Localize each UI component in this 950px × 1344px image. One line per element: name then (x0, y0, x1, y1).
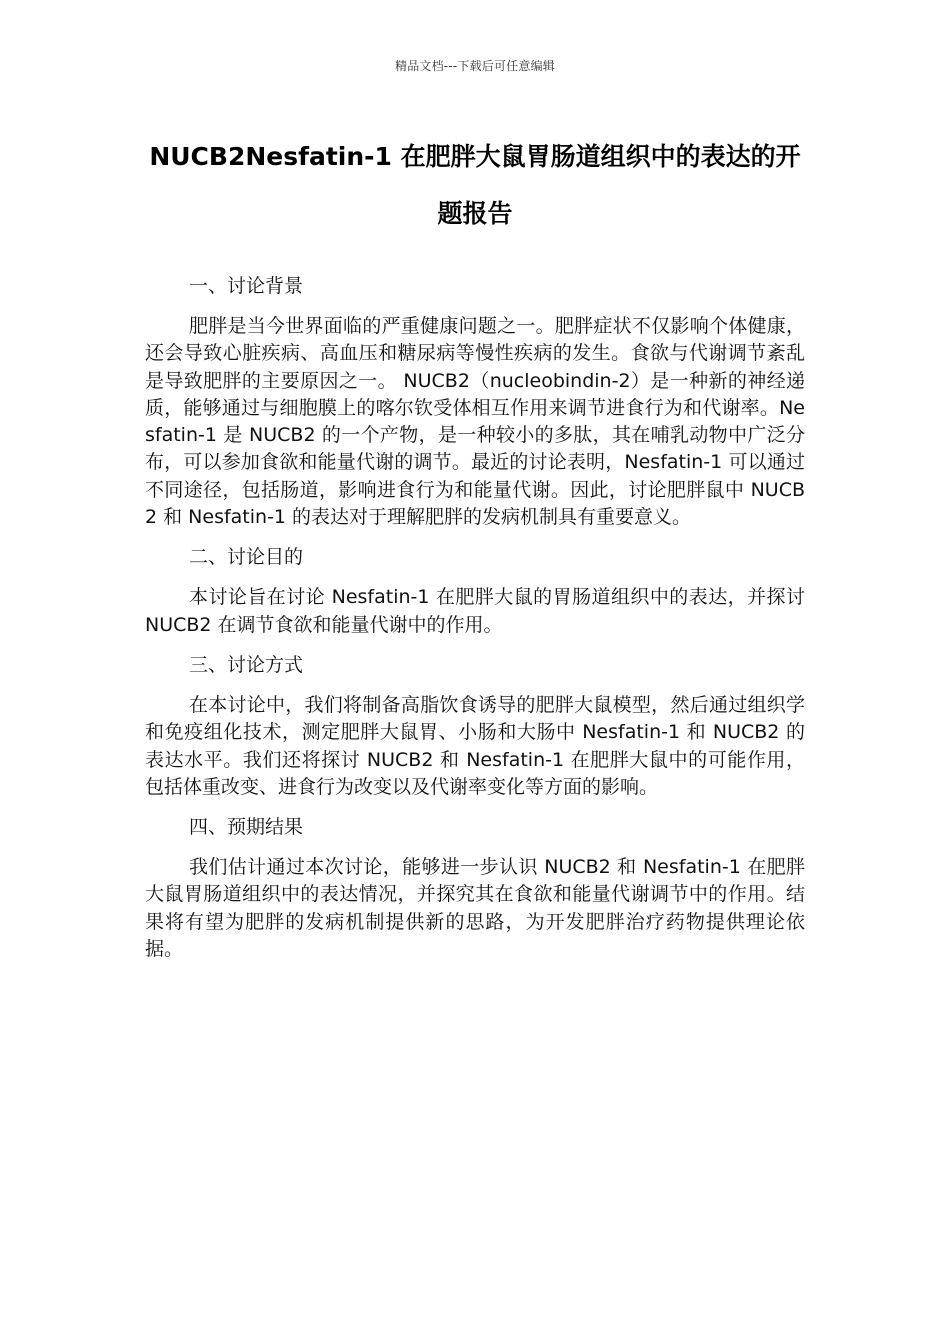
section-paragraph: 肥胖是当今世界面临的严重健康问题之一。肥胖症状不仅影响个体健康，还会导致心脏疾病、高血压和糖尿病等慢性疾病的发生。食欲与代谢调节紊乱是导致肥胖的主要原因之一。 NUCB2（nucleobindin-2）是一种新的神经递质，能够通过与细胞膜上的喀尔钦受体相互作用来调节进食行为和代谢率。Nesfatin-1 是 NUCB2 的一个产物，是一种较小的多肽，其在哺乳动物中广泛分布，可以参加食欲和能量代谢的调节。最近的讨论表明，Nesfatin-1 可以通过不同途径，包括肠道，影响进食行为和能量代谢。因此，讨论肥胖鼠中 NUCB2 和 Nesfatin-1 的表达对于理解肥胖的发病机制具有重要意义。 (145, 315, 805, 529)
document-body (145, 270, 805, 973)
section-heading: 二、讨论目的 (189, 546, 304, 569)
section-paragraph: 本讨论旨在讨论 Nesfatin-1 在肥胖大鼠的胃肠道组织中的表达，并探讨 NUCB2 在调节食欲和能量代谢中的作用。 (145, 586, 805, 636)
section-paragraph: 在本讨论中，我们将制备高脂饮食诱导的肥胖大鼠模型，然后通过组织学和免疫组化技术，测定肥胖大鼠胃、小肠和大肠中 Nesfatin-1 和 NUCB2 的表达水平。我们还将探讨 NUCB2 和 Nesfatin-1 在肥胖大鼠中的可能作用，包括体重改变、进食行为改变以及代谢率变化等方面的影响。 (145, 693, 805, 798)
section-objective (145, 541, 805, 639)
section-expected-results (145, 811, 805, 963)
header-note: 精品文档---下载后可任意编辑 (395, 59, 555, 73)
document-title: NUCB2Nesfatin-1 在肥胖大鼠胃肠道组织中的表达的开题报告 (149, 142, 801, 228)
section-heading: 四、预期结果 (189, 816, 304, 839)
section-background (145, 270, 805, 531)
section-method (145, 649, 805, 801)
section-heading: 三、讨论方式 (189, 653, 304, 676)
section-paragraph: 我们估计通过本次讨论，能够进一步认识 NUCB2 和 Nesfatin-1 在肥胖大鼠胃肠道组织中的表达情况，并探究其在食欲和能量代谢调节中的作用。结果将有望为肥胖的发病机制提供新的思路，为开发肥胖治疗药物提供理论依据。 (145, 856, 805, 961)
section-heading: 一、讨论背景 (189, 275, 304, 297)
